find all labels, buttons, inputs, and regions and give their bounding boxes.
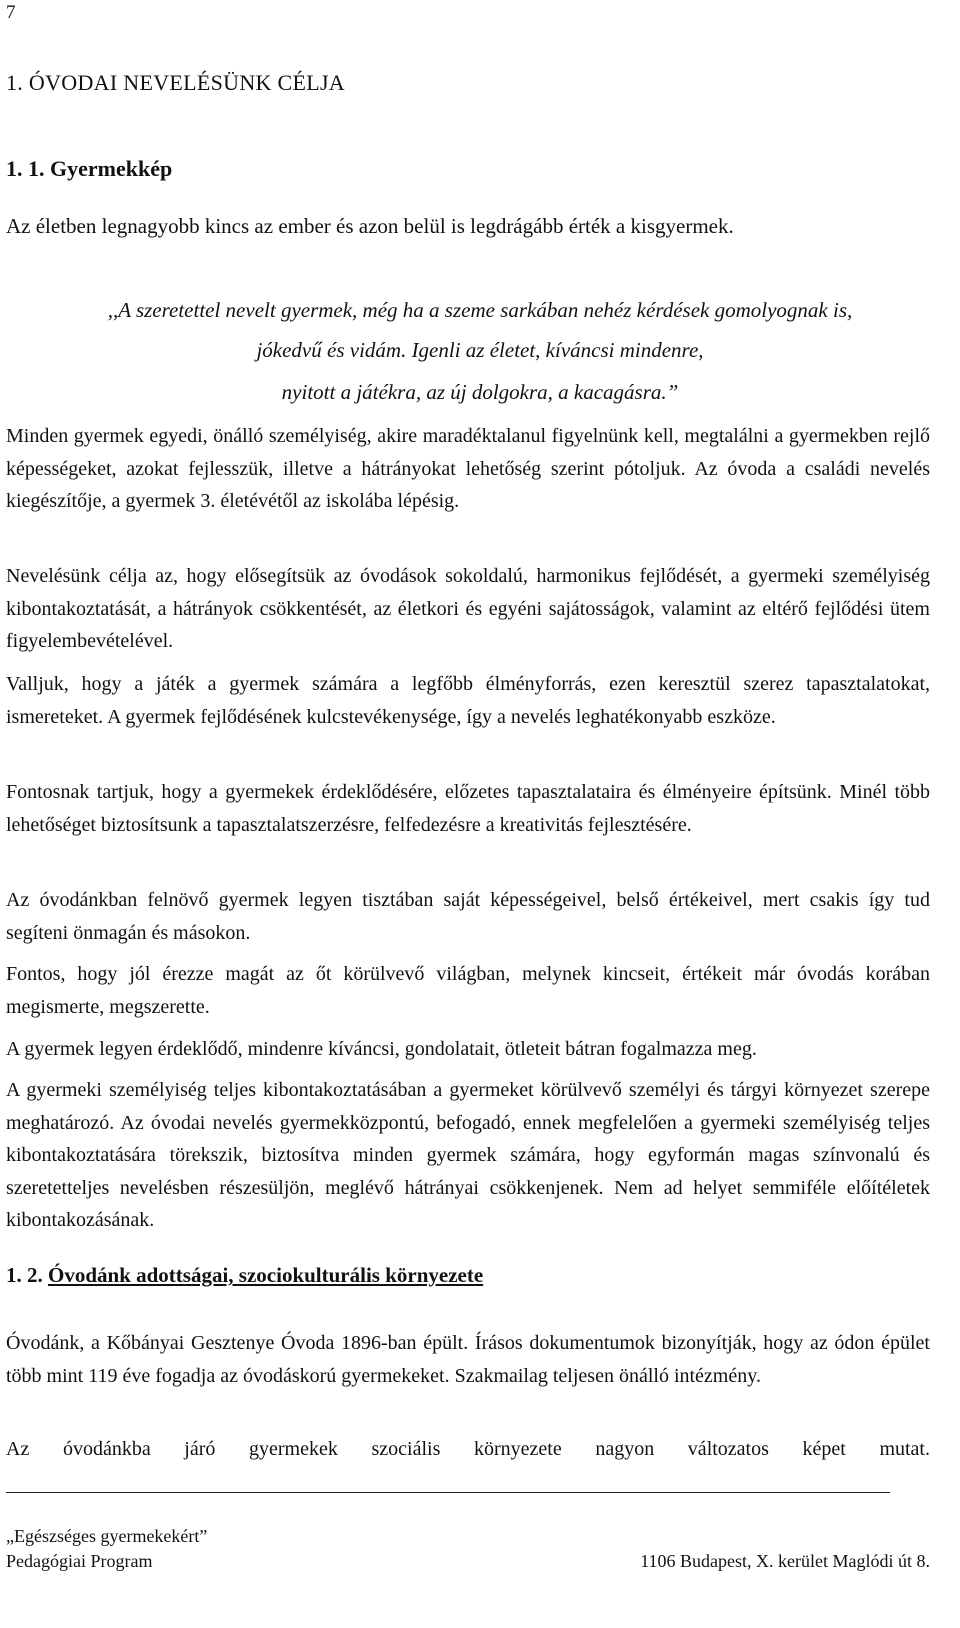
- paragraph: Az óvodánkba járó gyermekek szociális környezete nagyon változatos képet mutat.: [6, 1438, 930, 1460]
- paragraph: A gyermeki személyiség teljes kibontakoztatásában a gyermeket körülvevő személyi és tárgyi környezet szerepe meghatározó. Az óvodai nevelés gyermekközpontú, befogadó, ennek megfelelően a gyermeki személyiség teljes kibontakoztatására törekszik, biztosítva minden gyermek számára, hogy egyformán magas színvonalú és szeretetteljes nevelésben részesüljön, meglévő hátrányai csökkenjenek. Nem ad helyet semmiféle előítéletek kibontakozásának.: [6, 1079, 930, 1231]
- paragraph: Fontos, hogy jól érezze magát az őt körülvevő világban, melynek kincseit, értékeit már óvodás korában megismerte, megszerette.: [6, 963, 930, 1018]
- footer-program-name: „Egészséges gyermekekért”: [6, 1526, 208, 1546]
- paragraph: A gyermek legyen érdeklődő, mindenre kíváncsi, gondolatait, ötleteit bátran fogalmazza meg.: [6, 1038, 757, 1060]
- paragraph: Nevelésünk célja az, hogy elősegítsük az óvodások sokoldalú, harmonikus fejlődését, a gyermeki személyiség kibontakoztatását, a hátrányok csökkentését, az életkori és egyéni sajátosságok, valamint az eltérő fejlődési ütem figyelembevételével.: [6, 565, 930, 652]
- paragraph: Óvodánk, a Kőbányai Gesztenye Óvoda 1896-ban épült. Írásos dokumentumok bizonyítják, hogy az ódon épület több mint 119 éve fogadja az óvodáskorú gyermekeket. Szakmailag teljesen önálló intézmény.: [6, 1332, 930, 1387]
- section-heading-adottsagok: [6, 1263, 483, 1288]
- footer-divider: [6, 1492, 890, 1493]
- chapter-heading: 1. ÓVODAI NEVELÉSÜNK CÉLJA: [6, 70, 345, 95]
- paragraph: Az óvodánkban felnövő gyermek legyen tisztában saját képességeivel, belső értékeivel, mert csakis így tud segíteni önmagán és másokon.: [6, 889, 930, 944]
- paragraph: Fontosnak tartjuk, hogy a gyermekek érdeklődésére, előzetes tapasztalataira és élményeire építsünk. Minél több lehetőséget biztosítsunk a tapasztalatszerzésre, felfedezésre a kreativitás fejlesztésére.: [6, 781, 930, 836]
- paragraph: Valljuk, hogy a játék a gyermek számára a legfőbb élményforrás, ezen keresztül szerez tapasztalatokat, ismereteket. A gyermek fejlődésének kulcstevékenysége, így a nevelés leghatékonyabb eszköze.: [6, 673, 930, 728]
- footer-left: [6, 1524, 207, 1574]
- section-heading-gyermekkep: 1. 1. Gyermekkép: [6, 156, 173, 181]
- footer-doc-type: Pedagógiai Program: [6, 1551, 153, 1571]
- quote-line-3: nyitott a játékra, az új dolgokra, a kacagásra.”: [281, 380, 679, 404]
- intro-sentence: Az életben legnagyobb kincs az ember és azon belül is legdrágább érték a kisgyermek.: [6, 214, 734, 238]
- paragraph: Minden gyermek egyedi, önálló személyiség, akire maradéktalanul figyelnünk kell, megtalálni a gyermekben rejlő képességeket, azokat fejlesszük, illetve a hátrányokat lehetőség szerint pótoljuk. Az óvoda a családi nevelés kiegészítője, a gyermek 3. életévétől az iskolába lépésig.: [6, 425, 930, 512]
- quote-line-1: ,,A szeretettel nevelt gyermek, még ha a szeme sarkában nehéz kérdések gomolyognak is,: [107, 298, 853, 322]
- footer-address: 1106 Budapest, X. kerület Maglódi út 8.: [640, 1551, 930, 1571]
- quote-line-2: jókedvű és vidám. Igenli az életet, kíváncsi mindenre,: [256, 338, 704, 362]
- section-title: Óvodánk adottságai, szociokulturális környezete: [48, 1263, 484, 1287]
- page-number: 7: [6, 2, 16, 23]
- section-number: 1. 2.: [6, 1263, 43, 1287]
